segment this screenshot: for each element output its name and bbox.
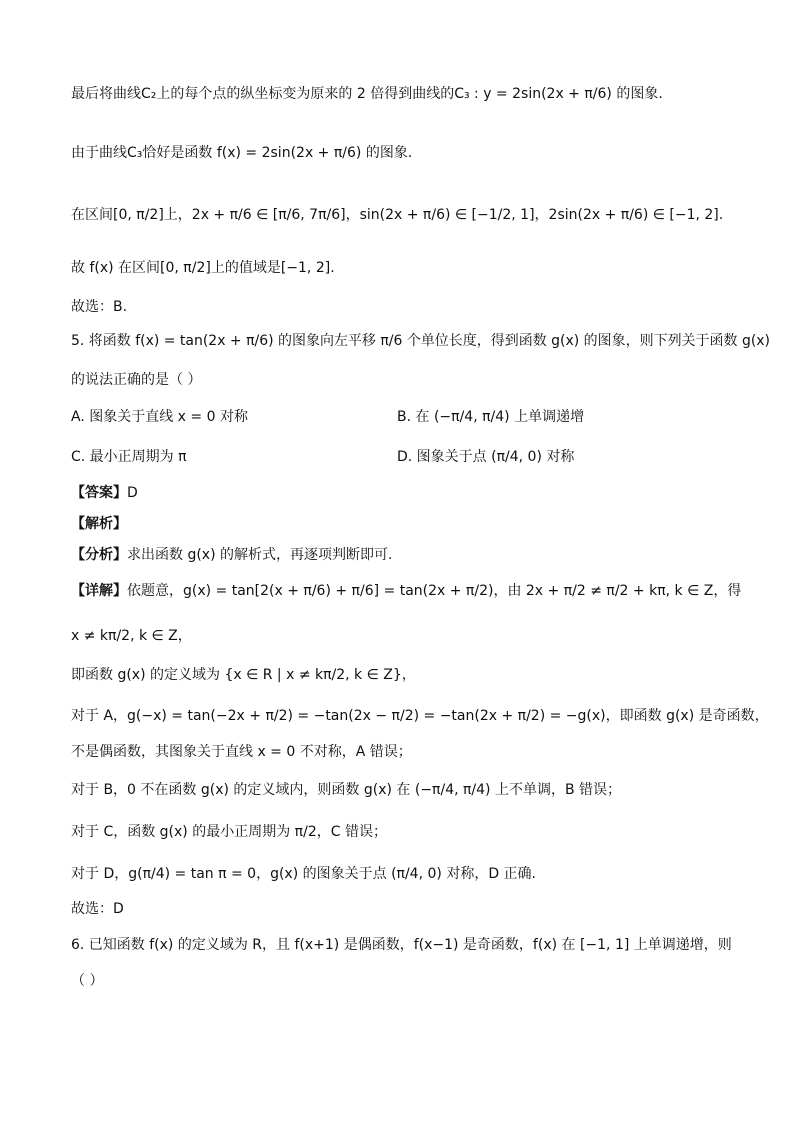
detail-line: 对于 D，g(π/4) = tan π = 0，g(x) 的图象关于点 (π/4, 0) 对称，D 正确. xyxy=(71,866,536,882)
answer-line xyxy=(71,482,138,504)
solution-line-c3-curve: 最后将曲线C₂上的每个点的纵坐标变为原来的 2 倍得到曲线的C₃ : y = 2sin(2x + π/6) 的图象. xyxy=(71,86,663,102)
detail-line: 对于 C，函数 g(x) 的最小正周期为 π/2，C 错误； xyxy=(71,824,387,840)
question-6-stem: 6. 已知函数 f(x) 的定义域为 R，且 f(x+1) 是偶函数，f(x−1) 是奇函数，f(x) 在 [−1, 1] 上单调递增，则 xyxy=(71,937,732,953)
solution-line-function-graph: 由于曲线C₃恰好是函数 f(x) = 2sin(2x + π/6) 的图象. xyxy=(71,145,413,161)
answer-label: 【答案】 xyxy=(71,485,127,501)
detail-line: x ≠ kπ/2, k ∈ Z， xyxy=(71,628,192,644)
question-6-stem-cont: （ ） xyxy=(71,973,104,989)
fenxi-line: 【分析】求出函数 g(x) 的解析式，再逐项判断即可. xyxy=(71,547,393,563)
answer-value: D xyxy=(127,485,138,501)
option-a: A. 图象关于直线 x = 0 对称 xyxy=(71,409,248,425)
solution-line-choose-b: 故选：B. xyxy=(71,299,128,315)
question-5-stem-cont: 的说法正确的是（ ） xyxy=(71,372,202,388)
solution-line-value-range: 故 f(x) 在区间[0, π/2]上的值域是[−1, 2]. xyxy=(71,260,335,276)
detail-line: 对于 B，0 不在函数 g(x) 的定义域内，则函数 g(x) 在 (−π/4, π/4) 上不单调，B 错误； xyxy=(71,782,622,798)
option-c: C. 最小正周期为 π xyxy=(71,449,187,465)
detail-line: 不是偶函数，其图象关于直线 x = 0 不对称，A 错误； xyxy=(71,744,412,760)
option-b: B. 在 (−π/4, π/4) 上单调递增 xyxy=(397,409,585,425)
option-d: D. 图象关于点 (π/4, 0) 对称 xyxy=(397,449,575,465)
solution-line-interval-range: 在区间[0, π/2]上，2x + π/6 ∈ [π/6, 7π/6]，sin(2x + π/6) ∈ [−1/2, 1]，2sin(2x + π/6) ∈ [−1, 2]. xyxy=(71,207,724,223)
xiangjie-line: 【详解】依题意，g(x) = tan[2(x + π/6) + π/6] = tan(2x + π/2)，由 2x + π/2 ≠ π/2 + kπ, k ∈ Z，得 xyxy=(71,583,742,599)
detail-line: 故选：D xyxy=(71,901,124,917)
detail-line: 即函数 g(x) 的定义域为 {x ∈ R | x ≠ kπ/2, k ∈ Z}， xyxy=(71,667,416,683)
analysis-heading: 【解析】 xyxy=(71,516,127,532)
detail-line: 对于 A，g(−x) = tan(−2x + π/2) = −tan(2x − π/2) = −tan(2x + π/2) = −g(x)，即函数 g(x) 是奇函数， xyxy=(71,708,769,724)
question-5-stem: 5. 将函数 f(x) = tan(2x + π/6) 的图象向左平移 π/6 个单位长度，得到函数 g(x) 的图象，则下列关于函数 g(x) xyxy=(71,333,771,349)
